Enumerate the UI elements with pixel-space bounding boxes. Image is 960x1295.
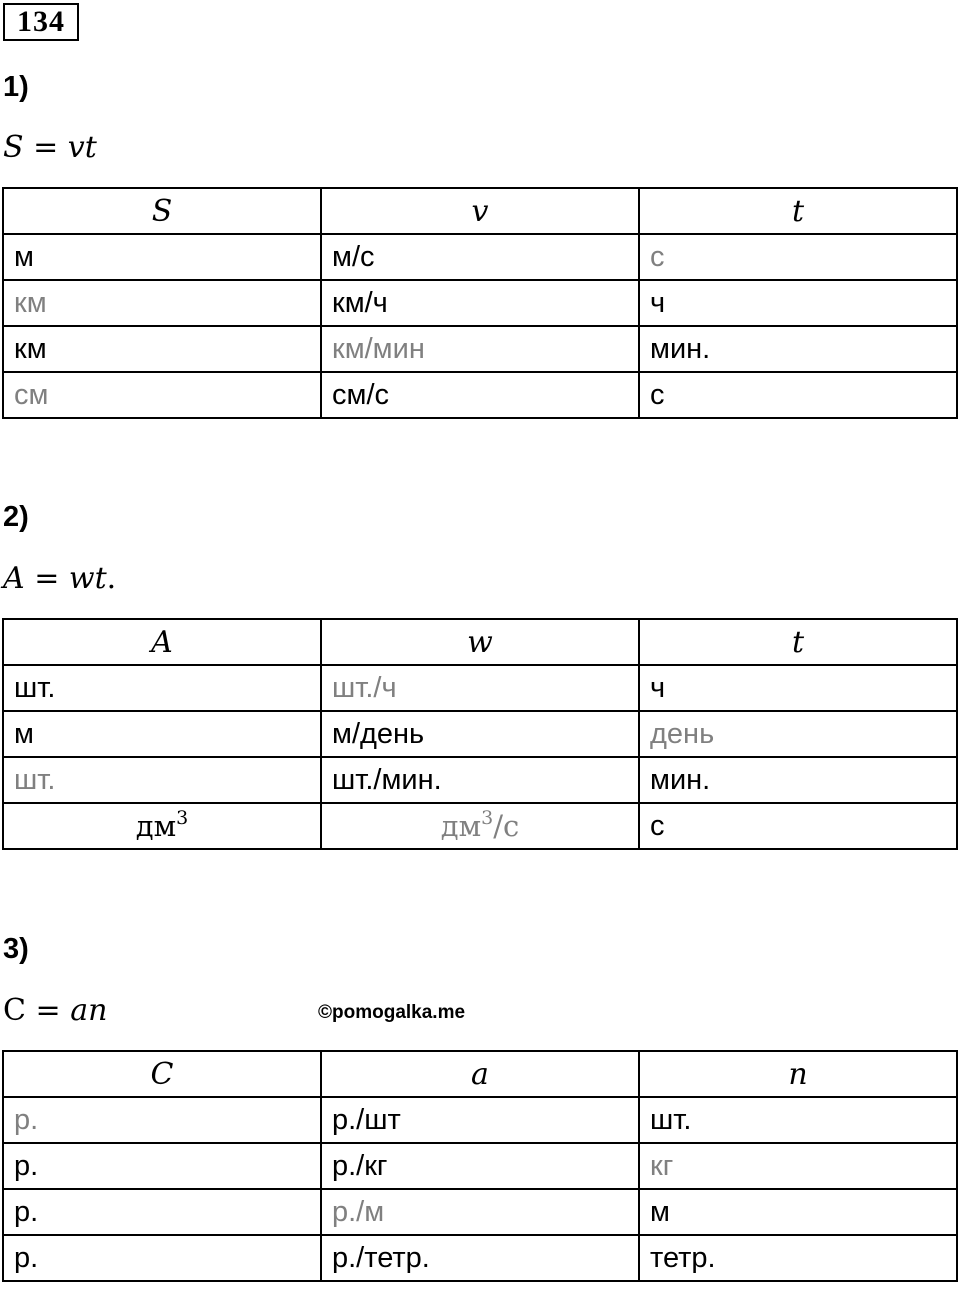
table-row: [3, 1143, 957, 1189]
table-cell: р.: [3, 1235, 321, 1281]
column-header: n: [639, 1051, 957, 1097]
table-cell: км: [3, 326, 321, 372]
table-header-row: [3, 1051, 957, 1097]
column-header: t: [639, 188, 957, 234]
column-header: S: [3, 188, 321, 234]
unit-exponent: 3: [176, 807, 189, 829]
table-cell: шт.: [3, 757, 321, 803]
table-cell: с: [639, 803, 957, 849]
table-row: [3, 372, 957, 418]
table-header-row: [3, 188, 957, 234]
table-row: [3, 803, 957, 849]
table-cell: шт./мин.: [321, 757, 639, 803]
table-row: [3, 1189, 957, 1235]
table-cell: см/с: [321, 372, 639, 418]
part-1-table: [2, 187, 958, 419]
column-header: v: [321, 188, 639, 234]
table-cell: шт.: [3, 665, 321, 711]
part-3-label: 3): [3, 933, 29, 965]
table-cell: см: [3, 372, 321, 418]
task-number: 134: [3, 3, 79, 41]
table-cell: ч: [639, 280, 957, 326]
table-cell: с: [639, 234, 957, 280]
table-row: [3, 280, 957, 326]
table-cell: [321, 803, 639, 849]
table-header-row: [3, 619, 957, 665]
table-row: [3, 757, 957, 803]
column-header: t: [639, 619, 957, 665]
table-row: [3, 1235, 957, 1281]
table-cell: р./шт: [321, 1097, 639, 1143]
table-cell: кг: [639, 1143, 957, 1189]
table-cell: р.: [3, 1189, 321, 1235]
table-cell: [3, 803, 321, 849]
part-3-formula: C = an: [3, 993, 108, 1028]
part-2-formula: A = wt.: [3, 561, 117, 596]
column-header: A: [3, 619, 321, 665]
table-cell: км/ч: [321, 280, 639, 326]
watermark: ©pomogalka.me: [318, 1002, 466, 1023]
table-cell: мин.: [639, 326, 957, 372]
table-cell: ч: [639, 665, 957, 711]
table-cell: р.: [3, 1143, 321, 1189]
table-cell: мин.: [639, 757, 957, 803]
part-2-table: [2, 618, 958, 850]
table-cell: р./тетр.: [321, 1235, 639, 1281]
column-header: C: [3, 1051, 321, 1097]
table-cell: м: [639, 1189, 957, 1235]
table-cell: м/с: [321, 234, 639, 280]
table-row: [3, 665, 957, 711]
table-cell: р./м: [321, 1189, 639, 1235]
table-row: [3, 1097, 957, 1143]
table-cell: с: [639, 372, 957, 418]
table-cell: р.: [3, 1097, 321, 1143]
table-row: [3, 326, 957, 372]
unit-base: дм: [135, 809, 177, 843]
column-header: w: [321, 619, 639, 665]
unit-base: дм: [440, 809, 482, 843]
table-row: [3, 234, 957, 280]
table-cell: км: [3, 280, 321, 326]
table-cell: шт./ч: [321, 665, 639, 711]
table-cell: м/день: [321, 711, 639, 757]
table-cell: р./кг: [321, 1143, 639, 1189]
table-cell: тетр.: [639, 1235, 957, 1281]
unit-denominator: /с: [493, 809, 520, 843]
table-cell: м: [3, 234, 321, 280]
part-1-formula: S = vt: [3, 130, 97, 165]
unit-exponent: 3: [481, 807, 494, 829]
table-cell: шт.: [639, 1097, 957, 1143]
table-cell: день: [639, 711, 957, 757]
part-3-table: [2, 1050, 958, 1282]
table-row: [3, 711, 957, 757]
table-cell: км/мин: [321, 326, 639, 372]
table-cell: м: [3, 711, 321, 757]
column-header: a: [321, 1051, 639, 1097]
part-1-label: 1): [3, 71, 29, 103]
part-2-label: 2): [3, 501, 29, 533]
